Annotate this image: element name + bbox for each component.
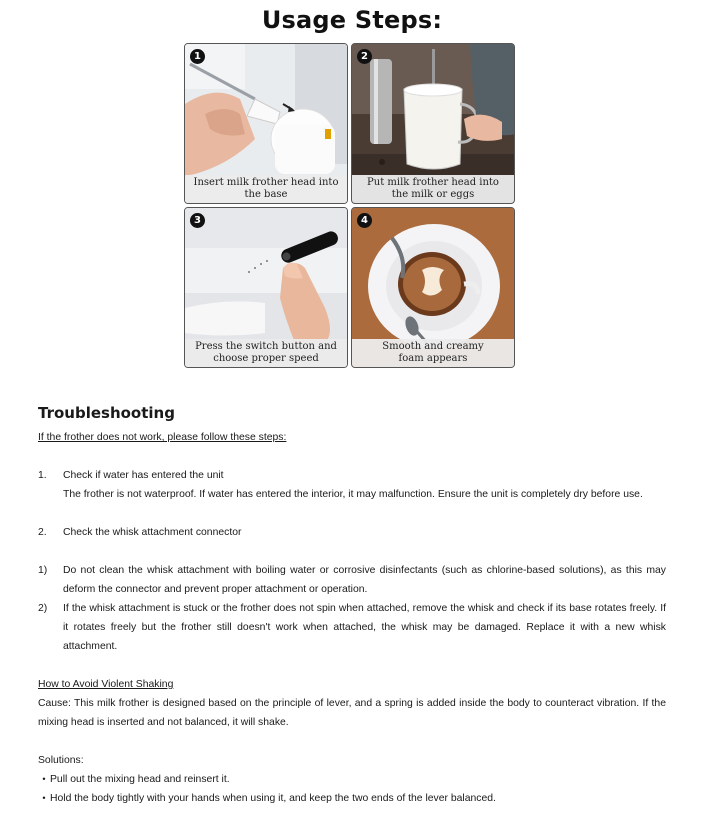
step-3-caption-line-2: choose proper speed: [213, 353, 319, 364]
solution-text: Hold the body tightly with your hands when using it, and keep the two ends of the lever balanced.: [50, 793, 496, 804]
step-check-water-body: The frother is not waterproof. If water has entered the interior, it may malfunction. Ensure the unit is completely dry before use.: [63, 489, 643, 500]
connector-note-2-text: If the whisk attachment is stuck or the frother does not spin when attached, remove the whisk and check if its base rotates freely. If it rotates freely but the frother still doesn't work when attached, the whisk may be damaged. Replace it with a new whisk attachment.: [63, 603, 666, 652]
bullet-marker: •: [42, 793, 46, 803]
step-4-panel: [351, 207, 515, 368]
step-1-number: 1: [190, 49, 205, 64]
step-1-caption: [185, 175, 347, 203]
step-2-number: 2: [357, 49, 372, 64]
step-4-caption: [352, 339, 514, 367]
connector-note-1-text: Do not clean the whisk attachment with boiling water or corrosive disinfectants (such as chlorine-based solutions), as this may deform the connector and prevent proper attachment or operation.: [63, 565, 666, 595]
step-4-number: 4: [357, 213, 372, 228]
step-3-number: 3: [190, 213, 205, 228]
step-1-caption-line-1: Insert milk frother head into: [193, 177, 339, 188]
step-4-caption-line-2: foam appears: [398, 353, 468, 364]
connector-note-2: [38, 599, 666, 656]
step-3-caption-line-1: Press the switch button and: [195, 341, 337, 352]
step-check-water-title: Check if water has entered the unit: [63, 470, 224, 481]
solution-item: [38, 789, 666, 808]
bullet-marker: •: [42, 774, 46, 784]
page-title: Usage Steps:: [261, 6, 443, 34]
usage-steps-grid: [184, 43, 516, 368]
troubleshooting-section: [38, 403, 666, 808]
solution-text: Pull out the mixing head and reinsert it.: [50, 774, 230, 785]
shaking-heading: How to Avoid Violent Shaking: [38, 679, 174, 690]
step-check-connector: [38, 523, 666, 542]
list-marker: 2.: [38, 527, 47, 538]
solutions-label: Solutions:: [38, 755, 84, 766]
step-2-caption: [352, 175, 514, 203]
step-2-panel: [351, 43, 515, 204]
step-3-caption: [185, 339, 347, 367]
step-check-water: [38, 466, 666, 504]
step-1-panel: [184, 43, 348, 204]
step-4-caption-line-1: Smooth and creamy: [382, 341, 484, 352]
list-marker: 1.: [38, 470, 47, 481]
connector-note-1: [38, 561, 666, 599]
list-marker: 1): [38, 565, 48, 576]
list-marker: 2): [38, 603, 48, 614]
troubleshooting-intro: If the frother does not work, please follow these steps:: [38, 432, 287, 443]
shaking-cause: Cause: This milk frother is designed based on the principle of lever, and a spring is added inside the body to counteract vibration. If the mixing head is inserted and not balanced, it will shake.: [38, 698, 666, 728]
step-1-caption-line-2: the base: [244, 189, 288, 200]
step-3-panel: [184, 207, 348, 368]
troubleshooting-heading: Troubleshooting: [38, 404, 175, 422]
step-check-connector-title: Check the whisk attachment connector: [63, 527, 242, 538]
step-2-caption-line-1: Put milk frother head into: [367, 177, 499, 188]
solution-item: [38, 770, 666, 789]
step-2-caption-line-2: the milk or eggs: [391, 189, 475, 200]
